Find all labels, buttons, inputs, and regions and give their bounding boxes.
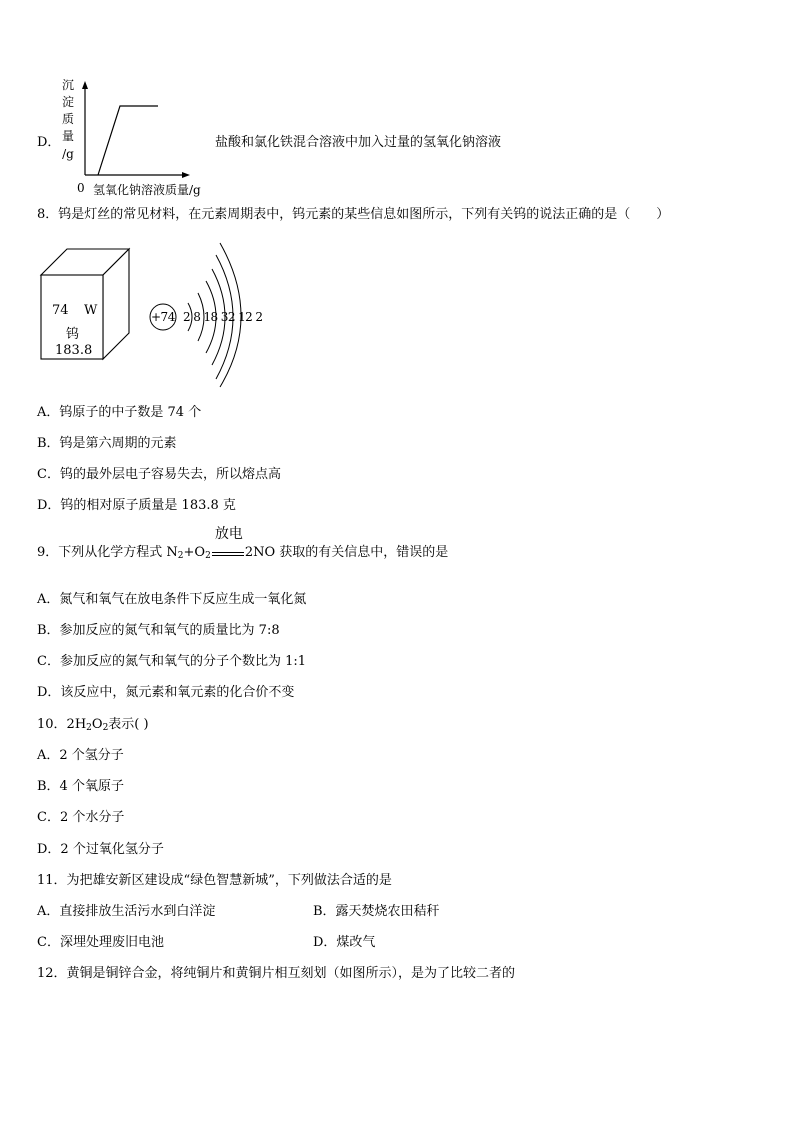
q9-option-b: B．参加反应的氮气和氧气的质量比为 7:8 bbox=[37, 623, 280, 638]
atom-nucleus: +74 bbox=[151, 310, 175, 324]
q11-option-d: D．煤改气 bbox=[313, 935, 376, 950]
q9-option-a: A．氮气和氧气在放电条件下反应生成一氧化氮 bbox=[37, 592, 307, 607]
reaction-arrow bbox=[212, 525, 244, 560]
o2-subscript: 2 bbox=[205, 551, 211, 561]
q8-option-d: D．钨的相对原子质量是 183.8 克 bbox=[37, 498, 236, 513]
atom-structure-diagram bbox=[146, 215, 266, 390]
q11-option-a: A．直接排放生活污水到白洋淀 bbox=[37, 904, 216, 919]
graph-y-label-4: 量 bbox=[61, 129, 74, 143]
q8-stem: 8．钨是灯丝的常见材料，在元素周期表中，钨元素的某些信息如图所示，下列有关钨的说法正确的是（ ） bbox=[37, 207, 670, 222]
q12-stem: 12．黄铜是铜锌合金，将纯铜片和黄铜片相互刻划（如图所示），是为了比较二者的 bbox=[37, 966, 516, 981]
q10-option-c: C．2 个水分子 bbox=[37, 810, 125, 825]
q7-graph bbox=[60, 75, 230, 200]
atom-shells: 2 8 18 32 12 2 bbox=[183, 310, 263, 324]
element-mass: 183.8 bbox=[55, 343, 93, 358]
q7-option-d-label: D． bbox=[37, 135, 61, 150]
o2-subscript-q10: 2 bbox=[102, 723, 109, 733]
q11-option-b: B．露天焚烧农田秸秆 bbox=[313, 904, 440, 919]
q10-option-d: D．2 个过氧化氢分子 bbox=[37, 842, 164, 857]
graph-origin: 0 bbox=[77, 181, 85, 195]
h2-subscript: 2 bbox=[86, 723, 92, 733]
n2-subscript: 2 bbox=[177, 551, 184, 561]
element-cell bbox=[37, 245, 132, 363]
graph-y-label-2: 淀 bbox=[61, 95, 74, 109]
element-symbol: W bbox=[84, 303, 98, 318]
q10-suffix: 表示( ) bbox=[108, 717, 149, 732]
q11-option-c: C．深埋处理废旧电池 bbox=[37, 935, 164, 950]
graph-y-label-5: /g bbox=[62, 147, 74, 161]
q9-stem bbox=[37, 525, 449, 565]
q8-option-b: B．钨是第六周期的元素 bbox=[37, 436, 177, 451]
q7-option-d-text: 盐酸和氯化铁混合溶液中加入过量的氢氧化钠溶液 bbox=[215, 135, 502, 150]
q8-option-c: C．钨的最外层电子容易失去，所以熔点高 bbox=[37, 467, 281, 482]
q9-plus-o: +O bbox=[183, 545, 206, 560]
reaction-condition: 放电 bbox=[214, 525, 243, 542]
element-name: 钨 bbox=[66, 327, 80, 342]
q10-stem bbox=[37, 716, 149, 737]
q10-option-a: A．2 个氢分子 bbox=[37, 748, 124, 763]
q10-prefix: 10．2H bbox=[37, 717, 87, 732]
q9-suffix: 2NO 获取的有关信息中，错误的是 bbox=[244, 545, 449, 560]
element-number: 74 bbox=[52, 303, 69, 318]
q9-option-c: C．参加反应的氮气和氧气的分子个数比为 1:1 bbox=[37, 654, 307, 669]
q10-o: O bbox=[91, 717, 103, 732]
graph-y-label-1: 沉 bbox=[61, 78, 74, 92]
q8-option-a: A．钨原子的中子数是 74 个 bbox=[37, 405, 202, 420]
q9-option-d: D．该反应中，氮元素和氧元素的化合价不变 bbox=[37, 685, 295, 700]
q11-stem: 11．为把雄安新区建设成“绿色智慧新城”，下列做法合适的是 bbox=[37, 873, 392, 888]
graph-x-label: 氢氧化钠溶液质量/g bbox=[93, 183, 201, 197]
q9-prefix: 9．下列从化学方程式 N bbox=[37, 545, 178, 560]
graph-y-label-3: 质 bbox=[61, 112, 74, 126]
q10-option-b: B．4 个氧原子 bbox=[37, 779, 124, 794]
